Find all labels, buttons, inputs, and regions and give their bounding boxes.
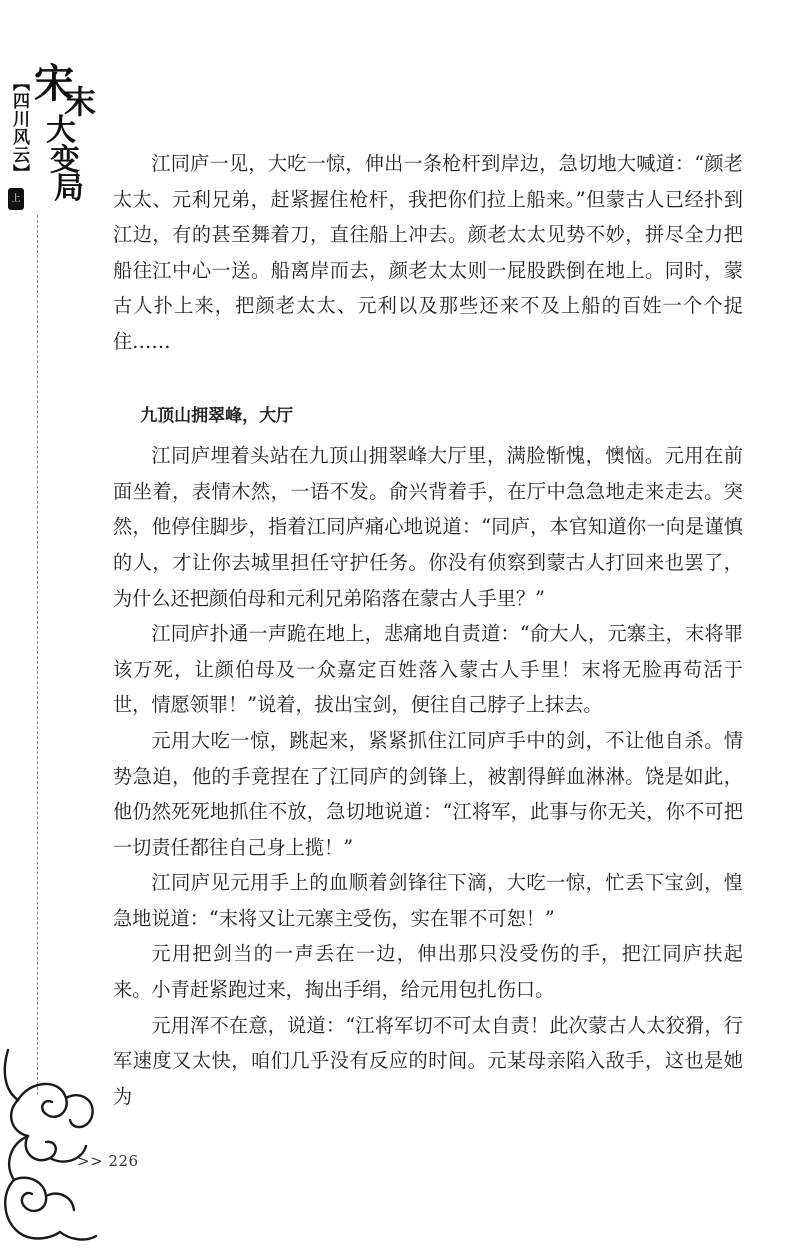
- scene-heading: 九顶山拥翠峰，大厅: [140, 405, 294, 426]
- book-title-char: 变: [50, 143, 80, 178]
- book-title-char: 宋: [34, 60, 74, 107]
- paragraph: 江同庐埋着头站在九顶山拥翠峰大厅里，满脸惭愧，懊恼。元用在前面坐着，表情木然，一语不发。俞兴背着手，在厅中急急地走来走去。突然，他停住脚步，指着江同庐痛心地说道：“同庐，本官知道你一向是谨慎的人，才让你去城里担任守护任务。你没有侦察到蒙古人打回来也罢了，为什么还把颜伯母和元利兄弟陷落在蒙古人手里？”: [113, 444, 743, 610]
- book-title-char: 局: [54, 171, 84, 206]
- paragraph: 江同庐扑通一声跪在地上，悲痛地自责道：“俞大人，元寨主，末将罪该万死，让颜伯母及一众嘉定百姓落入蒙古人手里！末将无脸再苟活于世，情愿领罪！”说着，拔出宝剑，便往自己脖子上抹去。: [113, 622, 743, 717]
- volume-seal: 上: [8, 188, 24, 210]
- book-title-char: 大: [46, 113, 76, 148]
- paragraph: 元用把剑当的一声丢在一边，伸出那只没受伤的手，把江同庐扶起来。小青赶紧跑过来，掏出手绢，给元用包扎伤口。: [113, 942, 743, 1002]
- series-header: [8, 60, 98, 210]
- page-number: >> 226: [77, 1152, 139, 1170]
- book-title-char: 末: [64, 83, 97, 121]
- paragraph: 元用浑不在意，说道：“江将军切不可太自责！此次蒙古人太狡猾，行军速度又太快，咱们几乎没有反应的时间。元某母亲陷入敌手，这也是她为: [113, 1013, 743, 1108]
- series-tag: 【四川风云】: [9, 74, 29, 182]
- paragraph: 江同庐一见，大吃一惊，伸出一条枪杆到岸边，急切地大喊道：“颜老太太、元利兄弟，赶紧握住枪杆，我把你们拉上船来。”但蒙古人已经扑到江边，有的甚至舞着刀，直往船上冲去。颜老太太见势不妙，拼尽全力把船往江中心一送。船离岸而去，颜老太太则一屁股跌倒在地上。同时，蒙古人扑上来，把颜老太太、元利以及那些还来不及上船的百姓一个个捉住……: [113, 152, 743, 353]
- cloud-ornament-icon: [0, 1040, 110, 1249]
- margin-dashed-line: [37, 215, 38, 1095]
- body-text: [113, 146, 743, 1114]
- paragraph: 江同庐见元用手上的血顺着剑锋往下滴，大吃一惊，忙丢下宝剑，惶急地说道：“末将又让元寨主受伤，实在罪不可恕！”: [113, 871, 743, 930]
- paragraph: 元用大吃一惊，跳起来，紧紧抓住江同庐手中的剑，不让他自杀。情势急迫，他的手竟捏在了江同庐的剑锋上，被割得鲜血淋淋。饶是如此，他仍然死死地抓住不放，急切地说道：“江将军，此事与你无关，你不可把一切责任都往自己身上揽！”: [113, 728, 743, 859]
